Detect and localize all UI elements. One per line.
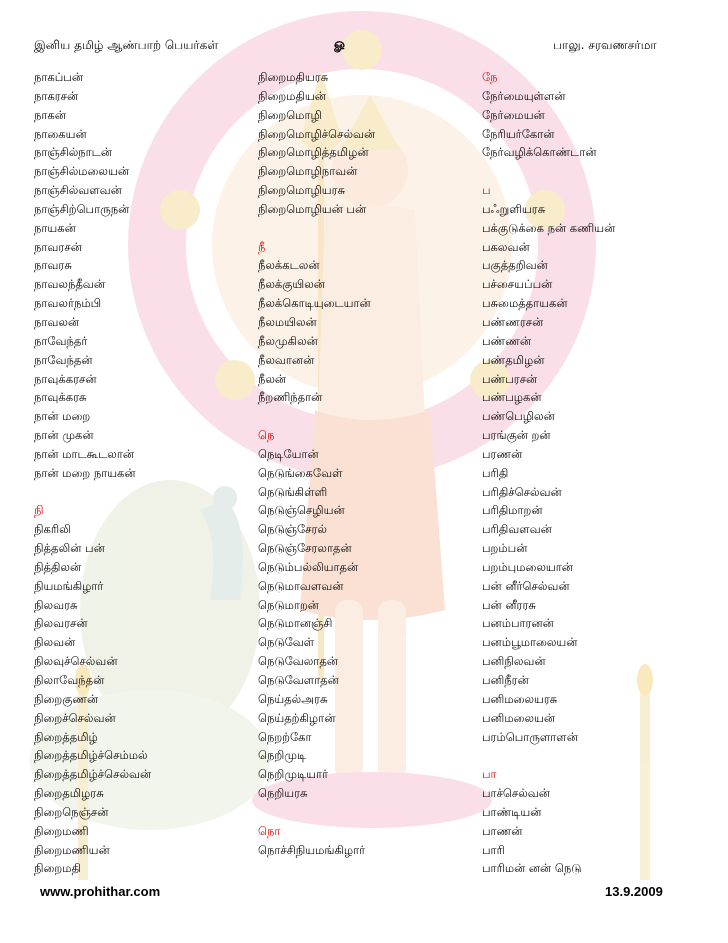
name-entry: நெடுஞ்செழியன் bbox=[258, 503, 345, 518]
spacer-row bbox=[258, 219, 375, 238]
name-entry: நீலக்குயிலன் bbox=[258, 277, 325, 292]
name-entry: நாவேந்தர் bbox=[34, 333, 88, 348]
name-entry: நிறைகுணன் bbox=[34, 691, 99, 706]
section-letter-heading: ப bbox=[482, 183, 491, 198]
name-entry: நேர்மையன் bbox=[482, 107, 545, 122]
page-title: இனிய தமிழ் ஆண்பாற் பெயர்கள் bbox=[34, 38, 219, 52]
name-entry: நீலவானன் bbox=[258, 352, 315, 367]
name-entry: நீலக்கடலன் bbox=[258, 258, 320, 273]
name-entry: நிறைத்தமிழ் bbox=[34, 729, 98, 744]
name-entry: நீலன் bbox=[258, 371, 287, 386]
name-entry: நாவுக்கரசன் bbox=[34, 371, 97, 386]
name-entry: பகலவன் bbox=[482, 239, 530, 254]
name-entry: பாணன் bbox=[482, 823, 523, 838]
name-entry: பனம்பூமாலையன் bbox=[482, 635, 578, 650]
name-entry: நான் மறை நாயகன் bbox=[34, 465, 136, 480]
name-entry: நெடுமாவளவன் bbox=[258, 578, 344, 593]
name-entry: நித்திலன் bbox=[34, 559, 82, 574]
name-entry: பசுமைத்தாயகன் bbox=[482, 296, 568, 311]
name-entry: நீலமுகிலன் bbox=[258, 333, 318, 348]
name-entry: பனிமலையரசு bbox=[482, 691, 558, 706]
name-entry: பரங்குன் றன் bbox=[482, 428, 551, 443]
name-entry: பனிமலையன் bbox=[482, 710, 556, 725]
name-entry: நெடுங்கிள்ளி bbox=[258, 484, 328, 499]
name-entry: பனிநீரன் bbox=[482, 673, 529, 687]
name-entry: பரிதிச்செல்வன் bbox=[482, 484, 562, 499]
names-column-1 bbox=[34, 68, 151, 878]
names-column-2 bbox=[258, 68, 375, 859]
lamp-right-stand bbox=[640, 690, 650, 880]
name-entry: நாவுக்கரசு bbox=[34, 390, 87, 405]
name-entry: பாச்செல்வன் bbox=[482, 786, 550, 801]
name-entry: நிறைத்தமிழ்ச்செல்வன் bbox=[34, 767, 152, 782]
name-entry: பரம்பொருளாளன் bbox=[482, 729, 578, 744]
spacer-row bbox=[258, 803, 375, 822]
name-entry: நெய்தல்அரசு bbox=[258, 691, 328, 706]
name-entry: நிறைமொழியன் பன் bbox=[258, 201, 367, 216]
name-entry: நாவலந்தீவன் bbox=[34, 277, 105, 292]
name-entry: நெடியோன் bbox=[258, 446, 319, 461]
name-entry: நீலக்கொடியுடையான் bbox=[258, 296, 371, 311]
name-entry: நெடுஞ்சேரலாதன் bbox=[258, 541, 352, 556]
name-entry: நாகையன் bbox=[34, 126, 87, 141]
name-entry: பன் னீர்செல்வன் bbox=[482, 578, 570, 593]
name-entry: நெடுவேள் bbox=[258, 635, 315, 650]
author-name: பாலு. சரவணசர்மா bbox=[553, 38, 657, 52]
name-entry: நிறைமதி bbox=[34, 861, 81, 876]
spacer-row bbox=[34, 483, 151, 502]
name-entry: நிறைமொழி bbox=[258, 107, 322, 122]
name-entry: நெடுமானஞ்சி bbox=[258, 616, 333, 631]
name-entry: நேர்வழிக்கொண்டான் bbox=[482, 145, 597, 160]
name-entry: நேர்மையுள்ளன் bbox=[482, 88, 566, 103]
peacock-head bbox=[213, 486, 237, 510]
spacer-row bbox=[482, 746, 615, 765]
name-entry: நியமங்கிழார் bbox=[34, 578, 104, 593]
name-entry: நெடுமாறன் bbox=[258, 597, 319, 612]
name-entry: பகுத்தறிவன் bbox=[482, 258, 548, 273]
name-entry: நாகப்பன் bbox=[34, 70, 84, 84]
name-entry: நெடுவேளாதன் bbox=[258, 673, 339, 687]
section-letter-heading: பா bbox=[482, 767, 497, 782]
name-entry: பாரிமன் னன் நெடு bbox=[482, 861, 582, 876]
name-entry: நிறைமொழித்தமிழன் bbox=[258, 145, 369, 160]
section-letter-heading: நீ bbox=[258, 239, 266, 254]
name-entry: பண்தமிழன் bbox=[482, 352, 545, 367]
name-entry: நெறற்கோ bbox=[258, 729, 312, 744]
section-letter-heading: நொ bbox=[258, 823, 281, 838]
name-entry: நீலமயிலன் bbox=[258, 314, 317, 329]
name-entry: நிறைமதியன் bbox=[258, 88, 326, 103]
name-entry: நாவேந்தன் bbox=[34, 352, 93, 367]
name-entry: நாஞ்சில்வளவன் bbox=[34, 183, 122, 198]
section-letter-heading: நெ bbox=[258, 428, 275, 443]
name-entry: பன் னீரரசு bbox=[482, 597, 536, 612]
name-entry: நித்தலின் பன் bbox=[34, 541, 105, 556]
name-entry: நிலவுச்செல்வன் bbox=[34, 654, 118, 669]
name-entry: நாகன் bbox=[34, 107, 66, 122]
name-entry: நிறைமணியன் bbox=[34, 842, 110, 857]
name-entry: நிலவரசன் bbox=[34, 616, 88, 631]
name-entry: நாவலர்நம்பி bbox=[34, 296, 102, 311]
name-entry: நிறைமொழிநாவன் bbox=[258, 164, 358, 179]
halo-medallion bbox=[215, 360, 255, 400]
name-entry: பண்பழகன் bbox=[482, 390, 542, 405]
name-entry: நெடும்பல்லியாதன் bbox=[258, 559, 359, 574]
name-entry: நாயகன் bbox=[34, 220, 76, 235]
name-entry: பரிதிவளவன் bbox=[482, 522, 552, 537]
name-entry: நேரியர்கோன் bbox=[482, 126, 555, 141]
name-entry: நெறிமுடி bbox=[258, 748, 307, 763]
name-entry: நெறியரசு bbox=[258, 786, 308, 801]
name-entry: பாரி bbox=[482, 842, 505, 857]
name-entry: நீறணிந்தான் bbox=[258, 390, 323, 405]
name-entry: நிறைநெஞ்சன் bbox=[34, 804, 109, 819]
name-entry: நெடுங்கைவேள் bbox=[258, 465, 343, 480]
name-entry: நாஞ்சில்மலையன் bbox=[34, 164, 129, 179]
name-entry: நாஞ்சிற்பொருநன் bbox=[34, 201, 130, 216]
name-entry: பரிதி bbox=[482, 465, 509, 480]
name-entry: நிறைச்செல்வன் bbox=[34, 710, 116, 725]
name-entry: நிகரிலி bbox=[34, 522, 71, 537]
name-entry: நான் முகன் bbox=[34, 428, 94, 443]
name-entry: நிறைதமிழரசு bbox=[34, 786, 104, 801]
website-link[interactable]: www.prohithar.com bbox=[40, 884, 161, 899]
name-entry: நான் மாடகூடலான் bbox=[34, 446, 135, 461]
name-entry: பரிதிமாறன் bbox=[482, 503, 543, 518]
name-entry: பறம்பன் bbox=[482, 541, 528, 556]
name-entry: நெறிமுடியார் bbox=[258, 767, 329, 782]
name-entry: நெய்தற்கிழான் bbox=[258, 710, 336, 725]
name-entry: பனிநிலவன் bbox=[482, 654, 546, 669]
name-entry: பண்பெழிலன் bbox=[482, 409, 555, 424]
page-footer bbox=[0, 884, 728, 902]
name-entry: நிலவன் bbox=[34, 635, 76, 650]
name-entry: நிறைத்தமிழ்ச்செம்மல் bbox=[34, 748, 148, 763]
section-letter-heading: நி bbox=[34, 503, 44, 518]
name-entry: பனம்பாரனன் bbox=[482, 616, 554, 631]
names-column-3 bbox=[482, 68, 615, 878]
name-entry: நாவரசன் bbox=[34, 239, 82, 254]
name-entry: நாவரசு bbox=[34, 258, 72, 273]
name-entry: பண்பரசன் bbox=[482, 371, 538, 386]
name-entry: பண்ணரசன் bbox=[482, 314, 544, 329]
spacer-row bbox=[482, 162, 615, 181]
name-entry: பறம்புமலையான் bbox=[482, 559, 573, 574]
halo-medallion bbox=[160, 190, 200, 230]
name-entry: நிறைமொழிச்செல்வன் bbox=[258, 126, 376, 141]
page-header bbox=[0, 38, 728, 58]
name-entry: நான் மறை bbox=[34, 409, 91, 424]
name-entry: நிலவரசு bbox=[34, 597, 78, 612]
figure-leg-right bbox=[378, 600, 406, 780]
section-letter-heading: நே bbox=[482, 70, 498, 84]
name-entry: நிறைமணி bbox=[34, 823, 89, 838]
publish-date: 13.9.2009 bbox=[605, 884, 663, 899]
name-entry: பாண்டியன் bbox=[482, 804, 542, 819]
name-entry: நாஞ்சில்நாடன் bbox=[34, 145, 112, 160]
name-entry: பஃறுளியரசு bbox=[482, 201, 546, 216]
name-entry: நிலாவேந்தன் bbox=[34, 673, 105, 687]
name-entry: நிறைமதியரசு bbox=[258, 70, 329, 84]
name-entry: நொச்சிநியமங்கிழார் bbox=[258, 842, 366, 857]
om-symbol: ௐ bbox=[334, 37, 347, 52]
name-entry: பச்சையப்பன் bbox=[482, 277, 553, 292]
name-entry: நெடுஞ்சேரல் bbox=[258, 522, 327, 537]
name-entry: நாவலன் bbox=[34, 314, 80, 329]
name-entry: நிறைமொழியரசு bbox=[258, 183, 346, 198]
name-entry: பண்ணன் bbox=[482, 333, 531, 348]
name-entry: நாகரசன் bbox=[34, 88, 79, 103]
lamp-right-flame bbox=[637, 664, 653, 696]
name-entry: நெடுவேலாதன் bbox=[258, 654, 338, 669]
name-entry: பக்குடுக்கை நன் கணியன் bbox=[482, 220, 616, 235]
name-entry: பரணன் bbox=[482, 446, 523, 461]
spacer-row bbox=[258, 407, 375, 426]
